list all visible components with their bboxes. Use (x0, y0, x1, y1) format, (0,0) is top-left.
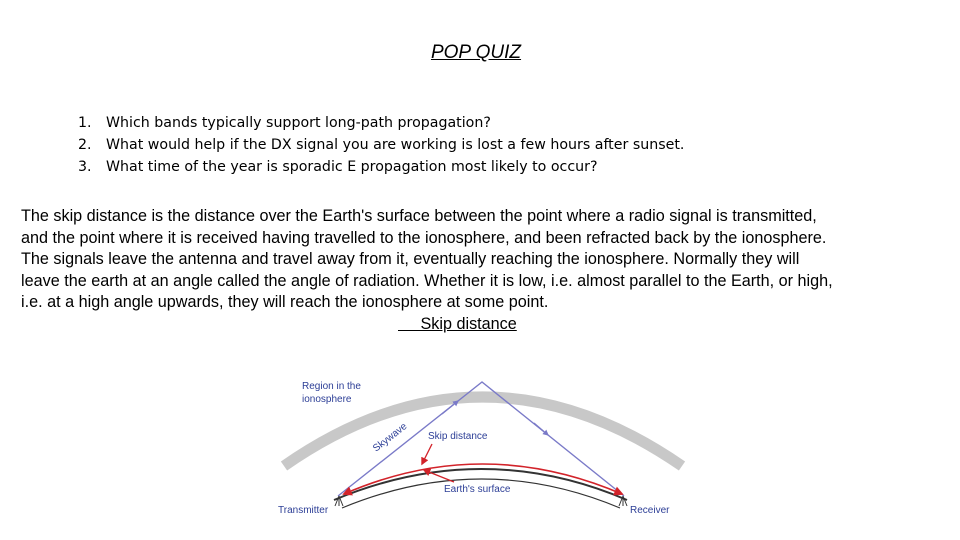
region-label-line1: Region in the (302, 381, 361, 392)
list-item-text: What would help if the DX signal you are working is lost a few hours after sunset. (106, 137, 685, 153)
transmitter-label: Transmitter (278, 505, 329, 516)
quiz-list (78, 112, 684, 178)
list-item-number: 2. (78, 137, 92, 153)
earth-surface-label: Earth's surface (444, 484, 511, 495)
list-item-number: 1. (78, 115, 92, 131)
paragraph-line: The skip distance is the distance over the Earth's surface between the point where a radio signal is transmitted, (21, 207, 817, 225)
paragraph-line: leave the earth at an angle called the angle of radiation. Whether it is low, i.e. almost parallel to the Earth, or high, (21, 271, 833, 290)
list-item-text: Which bands typically support long-path propagation? (106, 115, 491, 131)
skip-distance-paragraph (21, 206, 936, 314)
page-title: POP QUIZ (430, 42, 522, 63)
skip-distance-label: Skip distance (428, 431, 488, 442)
list-item (78, 112, 684, 134)
list-item (78, 134, 684, 156)
list-item-number: 3. (78, 159, 92, 175)
paragraph-line: i.e. at a high angle upwards, they will reach the ionosphere at some point. (21, 293, 549, 312)
list-item (78, 156, 684, 178)
skywave-return-arrow (534, 423, 548, 435)
receiver-label: Receiver (630, 505, 670, 516)
list-item-text: What time of the year is sporadic E propagation most likely to occur? (106, 159, 598, 175)
skip-distance-pointer (422, 444, 432, 464)
paragraph-line: The signals leave the antenna and travel away from it, eventually reaching the ionosphere. Normally they will (21, 250, 800, 269)
region-label-line2: ionosphere (302, 394, 352, 405)
skip-distance-diagram (272, 368, 692, 523)
diagram-caption: Skip distance (398, 315, 517, 333)
skywave-label: Skywave (371, 421, 410, 455)
paragraph-line: and the point where it is received having travelled to the ionosphere, and been refracted back by the ionosphere. (21, 228, 827, 247)
